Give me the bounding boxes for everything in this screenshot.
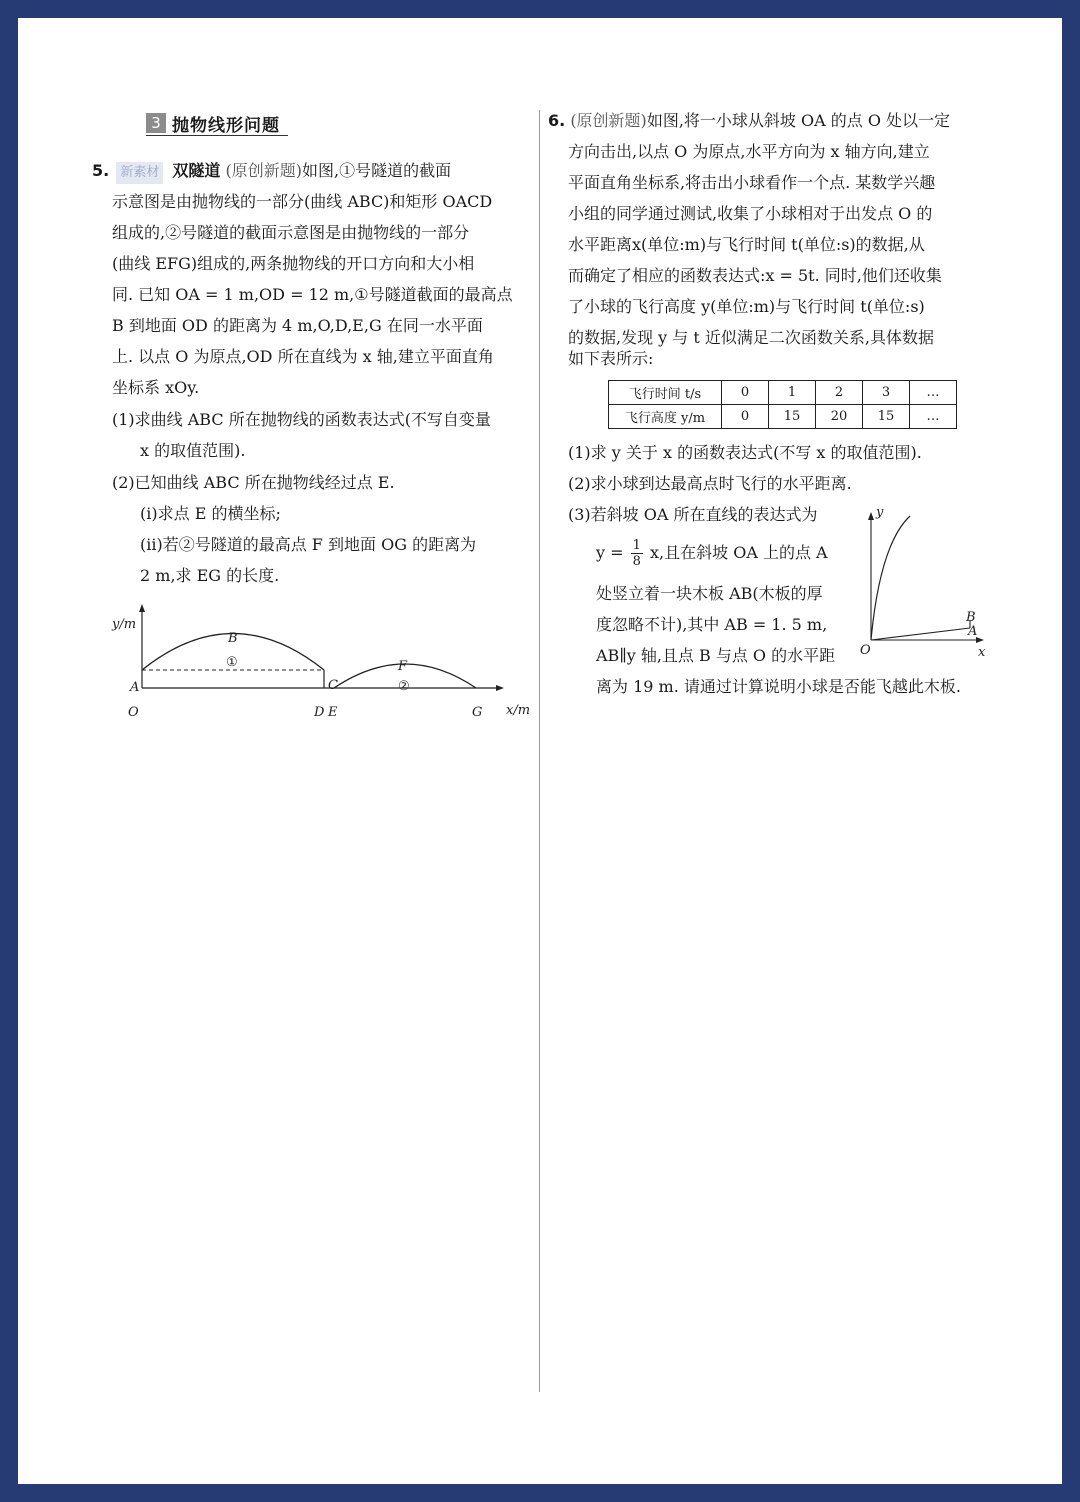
q5-part-2-ii: (ii)若②号隧道的最高点 F 到地面 OG 的距离为 (140, 535, 477, 554)
table-cell: 3 (863, 381, 910, 405)
q5-part-2-i: (i)求点 E 的横坐标; (140, 504, 281, 523)
q6-line: 的数据,发现 y 与 t 近似满足二次函数关系,具体数据 (568, 328, 934, 347)
q5-source: (原创新题) (225, 161, 303, 180)
table-cell: 0 (722, 381, 769, 405)
q5-part-1-cont: x 的取值范围). (140, 441, 246, 460)
q6-part-3-line: 处竖立着一块木板 AB(木板的厚 (596, 584, 823, 603)
table-row (609, 405, 957, 429)
q6-last-line: 离为 19 m. 请通过计算说明小球是否能飞越此木板. (596, 677, 961, 696)
q6-point-b-label: B (966, 610, 976, 625)
q5-line: 上. 以点 O 为原点,OD 所在直线为 x 轴,建立平面直角 (112, 347, 494, 366)
q6-source: (原创新题) (570, 111, 647, 130)
page (18, 18, 1062, 1484)
q6-part-3-line: AB∥y 轴,且点 B 与点 O 的水平距 (596, 646, 836, 665)
section-title: 抛物线形问题 (172, 115, 280, 136)
table-cell: 15 (769, 405, 816, 429)
tunnel-2-label: ② (398, 679, 410, 694)
q6-x-axis-label: x (978, 645, 986, 660)
point-g-label: G (472, 705, 483, 720)
table-cell: 0 (722, 405, 769, 429)
fraction-denominator: 8 (632, 554, 641, 569)
point-a-label: A (130, 680, 140, 695)
table-cell: 2 (816, 381, 863, 405)
q6-line: 而确定了相应的函数表达式:x = 5t. 同时,他们还收集 (568, 266, 942, 285)
q5-keyword: 双隧道 (172, 161, 221, 180)
point-b-label: B (228, 631, 238, 646)
q6-line: 小组的同学通过测试,收集了小球相对于出发点 O 的 (568, 204, 933, 223)
q5-number: 5. (92, 161, 110, 180)
q5-line: 如图,①号隧道的截面 (302, 161, 452, 180)
q6-line: 水平距离x(单位:m)与飞行时间 t(单位:s)的数据,从 (568, 235, 925, 254)
q5-new-material-tag: 新素材 (116, 162, 163, 184)
point-e-label: E (328, 705, 338, 720)
q6-point-a-label: A (968, 624, 978, 639)
q6-part-3-line: 度忽略不计),其中 AB = 1. 5 m, (596, 615, 828, 634)
q5-part-2-ii-cont: 2 m,求 EG 的长度. (140, 566, 280, 585)
tunnel-1-label: ① (226, 655, 238, 670)
point-f-label: F (398, 659, 408, 674)
q6-part-1: (1)求 y 关于 x 的函数表达式(不写 x 的取值范围). (568, 443, 922, 462)
q5-first-line (92, 160, 451, 184)
q5-line: (曲线 EFG)组成的,两条抛物线的开口方向和大小相 (112, 254, 475, 273)
x-axis-label: x/m (506, 703, 531, 718)
table-cell: 15 (863, 405, 910, 429)
eq-suffix: x,且在斜坡 OA 上的点 A (650, 543, 828, 562)
flight-data-table (608, 380, 957, 429)
q6-line: 方向击出,以点 O 为原点,水平方向为 x 轴方向,建立 (568, 142, 930, 161)
point-c-label: C (328, 678, 338, 693)
q6-line: 了小球的飞行高度 y(单位:m)与飞行时间 t(单位:s) (568, 297, 925, 316)
point-d-label: D (314, 705, 325, 720)
fraction-numerator: 1 (632, 538, 641, 553)
table-cell: 20 (816, 405, 863, 429)
section-number: 3 (146, 113, 166, 133)
table-cell: … (910, 381, 957, 405)
q6-part-3: (3)若斜坡 OA 所在直线的表达式为 (568, 505, 818, 524)
column-divider (539, 110, 540, 1392)
y-axis-label: y/m (112, 617, 137, 632)
q6-number: 6. (548, 111, 566, 130)
q5-part-2: (2)已知曲线 ABC 所在抛物线经过点 E. (112, 473, 395, 492)
table-cell: 飞行高度 y/m (609, 405, 722, 429)
table-cell: 1 (769, 381, 816, 405)
q5-line: 坐标系 xOy. (112, 378, 200, 397)
ball-trajectory-figure (854, 504, 994, 660)
q6-line: 如图,将一小球从斜坡 OA 的点 O 处以一定 (646, 111, 951, 130)
q6-origin-label: O (860, 643, 871, 658)
q5-line: 组成的,②号隧道的截面示意图是由抛物线的一部分 (112, 223, 470, 242)
eq-prefix: y = (596, 543, 624, 562)
q6-y-axis-label: y (876, 505, 884, 520)
fraction (631, 538, 643, 569)
q6-first-line (548, 110, 950, 132)
q5-line: 示意图是由抛物线的一部分(曲线 ABC)和矩形 OACD (112, 192, 493, 211)
tunnel-figure (108, 596, 531, 720)
section-header (146, 112, 288, 136)
q6-equation-line (596, 538, 828, 569)
q5-line: 同. 已知 OA = 1 m,OD = 12 m,①号隧道截面的最高点 (112, 285, 513, 304)
point-o-label: O (128, 705, 139, 720)
q6-line: 平面直角坐标系,将击出小球看作一个点. 某数学兴趣 (568, 173, 936, 192)
q6-line: 如下表所示: (568, 349, 654, 368)
table-cell: 飞行时间 t/s (609, 381, 722, 405)
q5-line: B 到地面 OD 的距离为 4 m,O,D,E,G 在同一水平面 (112, 316, 483, 335)
q5-part-1: (1)求曲线 ABC 所在抛物线的函数表达式(不写自变量 (112, 410, 491, 429)
q6-part-2: (2)求小球到达最高点时飞行的水平距离. (568, 474, 852, 493)
table-row (609, 381, 957, 405)
table-cell: … (910, 405, 957, 429)
